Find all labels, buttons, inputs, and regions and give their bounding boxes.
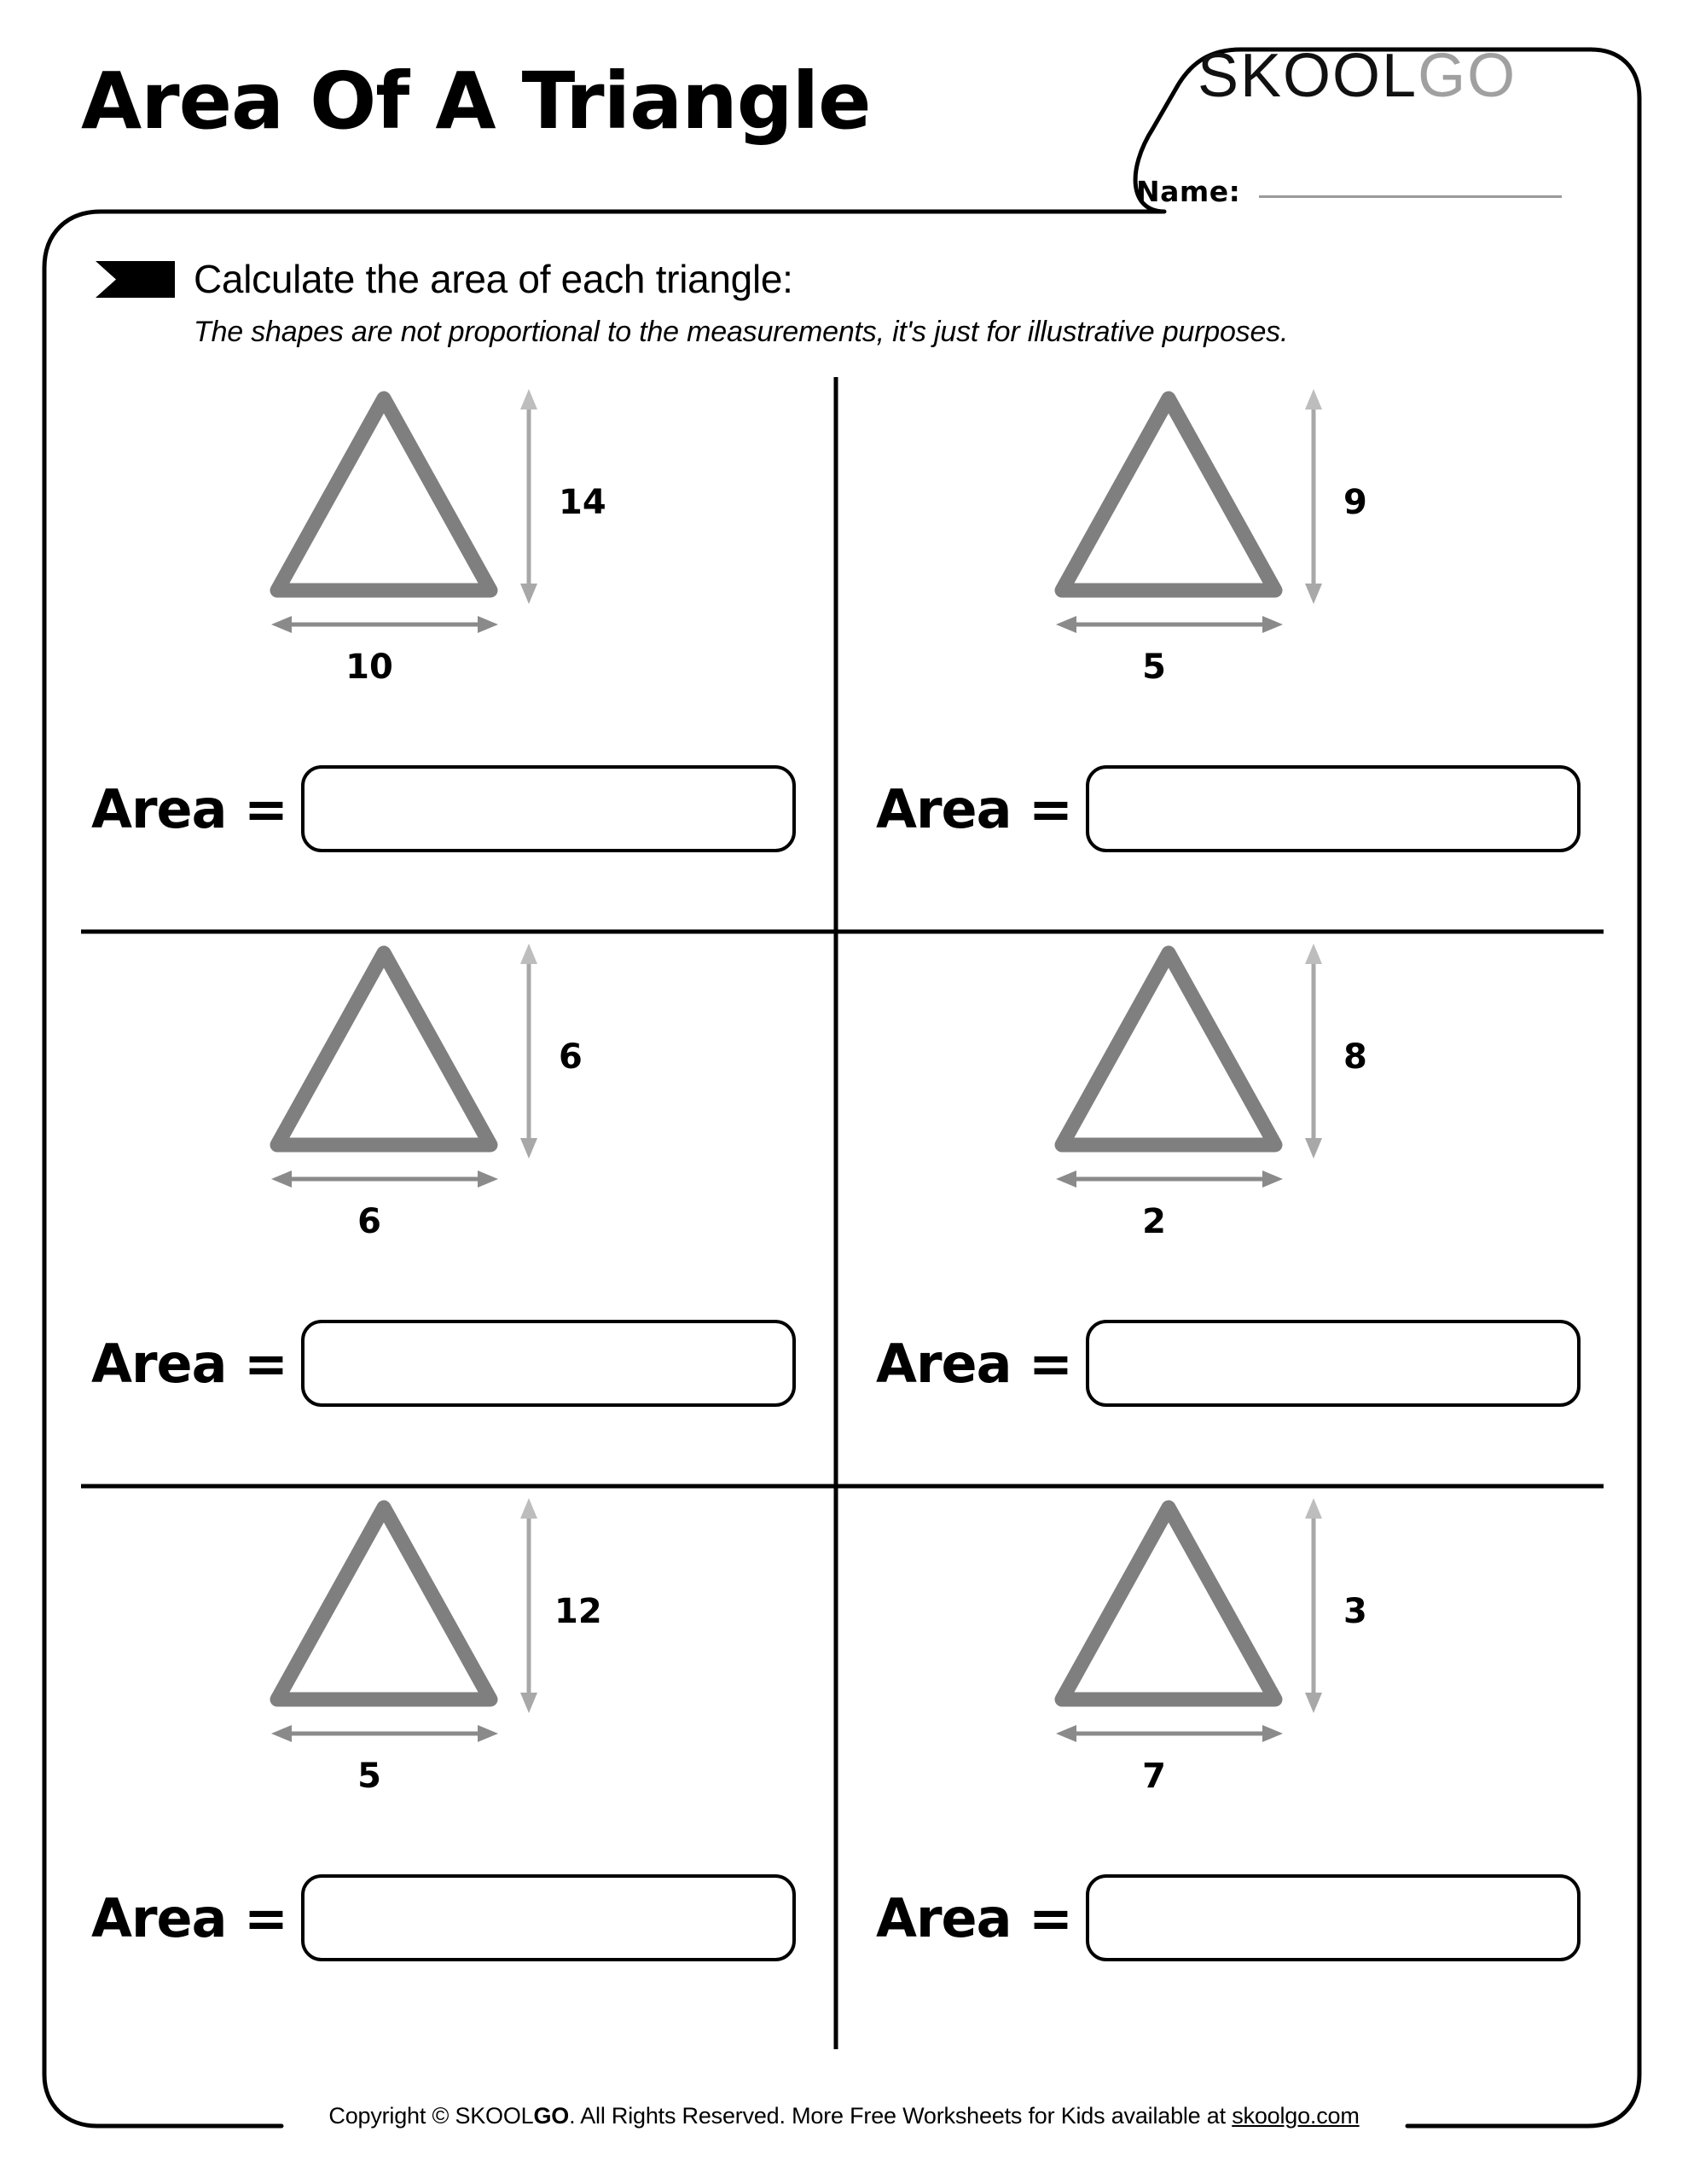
triangle-diagram bbox=[171, 377, 699, 744]
height-arrow bbox=[1305, 389, 1322, 604]
triangle-shape bbox=[1062, 953, 1275, 1145]
height-arrow bbox=[1305, 1498, 1322, 1713]
base-arrow bbox=[1056, 1725, 1283, 1742]
base-value: 5 bbox=[357, 1757, 381, 1796]
height-arrow bbox=[520, 1498, 537, 1713]
footer bbox=[0, 2103, 1688, 2129]
area-label: Area = bbox=[91, 1332, 287, 1395]
height-value: 3 bbox=[1343, 1592, 1367, 1631]
skoolgo-logo bbox=[1198, 41, 1517, 111]
answer-row bbox=[81, 765, 832, 852]
triangle-shape bbox=[1062, 1507, 1275, 1699]
base-arrow bbox=[271, 616, 498, 633]
base-value: 10 bbox=[345, 648, 393, 687]
instructions-block bbox=[94, 256, 1544, 349]
logo-text-skool: SKOOL bbox=[1198, 42, 1418, 110]
problem-cell bbox=[866, 1486, 1616, 2030]
answer-input[interactable] bbox=[301, 1320, 796, 1407]
name-field-row bbox=[1136, 175, 1562, 208]
answer-input[interactable] bbox=[1086, 1874, 1581, 1961]
footer-copyright-brand: GO bbox=[533, 2103, 570, 2129]
logo-text-go: GO bbox=[1418, 42, 1517, 110]
page-title: Area Of A Triangle bbox=[81, 55, 871, 147]
triangle-figure bbox=[171, 932, 699, 1298]
triangle-shape bbox=[1062, 398, 1275, 590]
triangle-shape bbox=[277, 953, 490, 1145]
triangle-diagram bbox=[171, 932, 699, 1298]
name-input-line[interactable] bbox=[1259, 195, 1562, 198]
height-arrow bbox=[520, 944, 537, 1159]
footer-copyright-prefix: Copyright © SKOOL bbox=[328, 2103, 534, 2129]
problem-cell bbox=[81, 932, 832, 1476]
area-label: Area = bbox=[91, 1886, 287, 1949]
footer-copyright bbox=[313, 2103, 1374, 2129]
problem-cell bbox=[866, 377, 1616, 921]
answer-row bbox=[866, 765, 1616, 852]
base-value: 7 bbox=[1142, 1757, 1166, 1796]
banner-flag-icon bbox=[94, 259, 175, 299]
problem-cell bbox=[866, 932, 1616, 1476]
height-arrow bbox=[520, 389, 537, 604]
area-label: Area = bbox=[876, 1332, 1072, 1395]
answer-input[interactable] bbox=[301, 765, 796, 852]
base-value: 2 bbox=[1142, 1202, 1166, 1241]
base-arrow bbox=[1056, 616, 1283, 633]
height-value: 14 bbox=[559, 483, 606, 522]
triangle-diagram bbox=[955, 932, 1484, 1298]
triangle-shape bbox=[277, 1507, 490, 1699]
answer-input[interactable] bbox=[1086, 765, 1581, 852]
problem-cell bbox=[81, 1486, 832, 2030]
instruction-note: The shapes are not proportional to the measurements, it's just for illustrative purposes. bbox=[194, 316, 1289, 348]
problem-cell bbox=[81, 377, 832, 921]
height-value: 12 bbox=[554, 1592, 602, 1631]
worksheet-header bbox=[0, 0, 1688, 213]
footer-website-link[interactable]: skoolgo.com bbox=[1232, 2103, 1360, 2129]
answer-input[interactable] bbox=[1086, 1320, 1581, 1407]
answer-row bbox=[81, 1874, 832, 1961]
triangle-diagram bbox=[171, 1486, 699, 1853]
footer-copyright-middle: . All Rights Reserved. More Free Worksheets for Kids available at bbox=[569, 2103, 1233, 2129]
name-label: Name: bbox=[1136, 175, 1241, 208]
triangle-figure bbox=[171, 377, 699, 744]
triangle-diagram bbox=[955, 1486, 1484, 1853]
base-value: 6 bbox=[357, 1202, 381, 1241]
instruction-text: Calculate the area of each triangle: bbox=[194, 257, 793, 301]
answer-row bbox=[866, 1320, 1616, 1407]
triangle-diagram bbox=[955, 377, 1484, 744]
area-label: Area = bbox=[91, 777, 287, 840]
height-arrow bbox=[1305, 944, 1322, 1159]
triangle-figure bbox=[955, 1486, 1484, 1853]
height-value: 9 bbox=[1343, 483, 1367, 522]
answer-row bbox=[81, 1320, 832, 1407]
base-arrow bbox=[1056, 1170, 1283, 1188]
answer-input[interactable] bbox=[301, 1874, 796, 1961]
answer-row bbox=[866, 1874, 1616, 1961]
triangle-figure bbox=[955, 932, 1484, 1298]
base-arrow bbox=[271, 1725, 498, 1742]
triangle-figure bbox=[955, 377, 1484, 744]
base-value: 5 bbox=[1142, 648, 1166, 687]
area-label: Area = bbox=[876, 1886, 1072, 1949]
triangle-figure bbox=[171, 1486, 699, 1853]
height-value: 8 bbox=[1343, 1037, 1367, 1077]
triangle-shape bbox=[277, 398, 490, 590]
problem-grid bbox=[81, 377, 1616, 2049]
base-arrow bbox=[271, 1170, 498, 1188]
height-value: 6 bbox=[559, 1037, 583, 1077]
area-label: Area = bbox=[876, 777, 1072, 840]
